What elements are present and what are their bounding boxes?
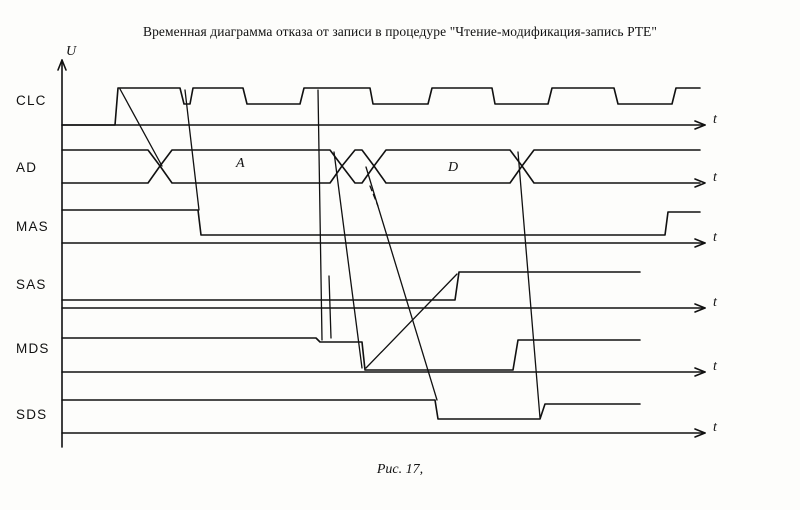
time-axis-label-ad: t [713,170,717,185]
ref-line-ad-to-mds [334,152,362,368]
ref-line-clc-to-ad [120,89,162,166]
signal-mas-waveform [62,210,700,235]
signal-mds-waveform [62,338,640,370]
signal-label-sas: SAS [16,277,47,292]
time-axis-label-clc: t [713,112,717,127]
bus-value-a: A [236,156,245,171]
time-axis-label-sds: t [713,420,717,435]
signal-label-clc: CLC [16,93,47,108]
time-axis-label-mds: t [713,359,717,374]
axis-label-u: U [66,44,77,59]
ref-line-ad-dash [370,186,378,206]
signal-clc-waveform [62,88,700,125]
bus-value-d: D [448,160,459,175]
signal-sds-waveform [62,400,640,419]
signal-ad-lower [62,166,700,183]
figure-caption: Рис. 17, [376,462,424,477]
page-title: Временная диаграмма отказа от записи в процедуре "Чтение-модификация-запись PTE" [142,24,658,39]
ref-line-ad-to-sds [366,167,437,400]
signal-label-mds: MDS [16,341,50,356]
signal-label-ad: AD [16,160,38,175]
ref-line-mds-to-sas [366,274,457,368]
ref-line-ad-to-sds-late [518,152,540,418]
signal-label-mas: MAS [16,219,49,234]
ref-line-clc-to-mds [318,90,322,340]
ref-line-sas-marker [329,276,331,338]
signal-label-sds: SDS [16,407,48,422]
time-axis-label-sas: t [713,295,717,310]
time-axis-label-mas: t [713,230,717,245]
